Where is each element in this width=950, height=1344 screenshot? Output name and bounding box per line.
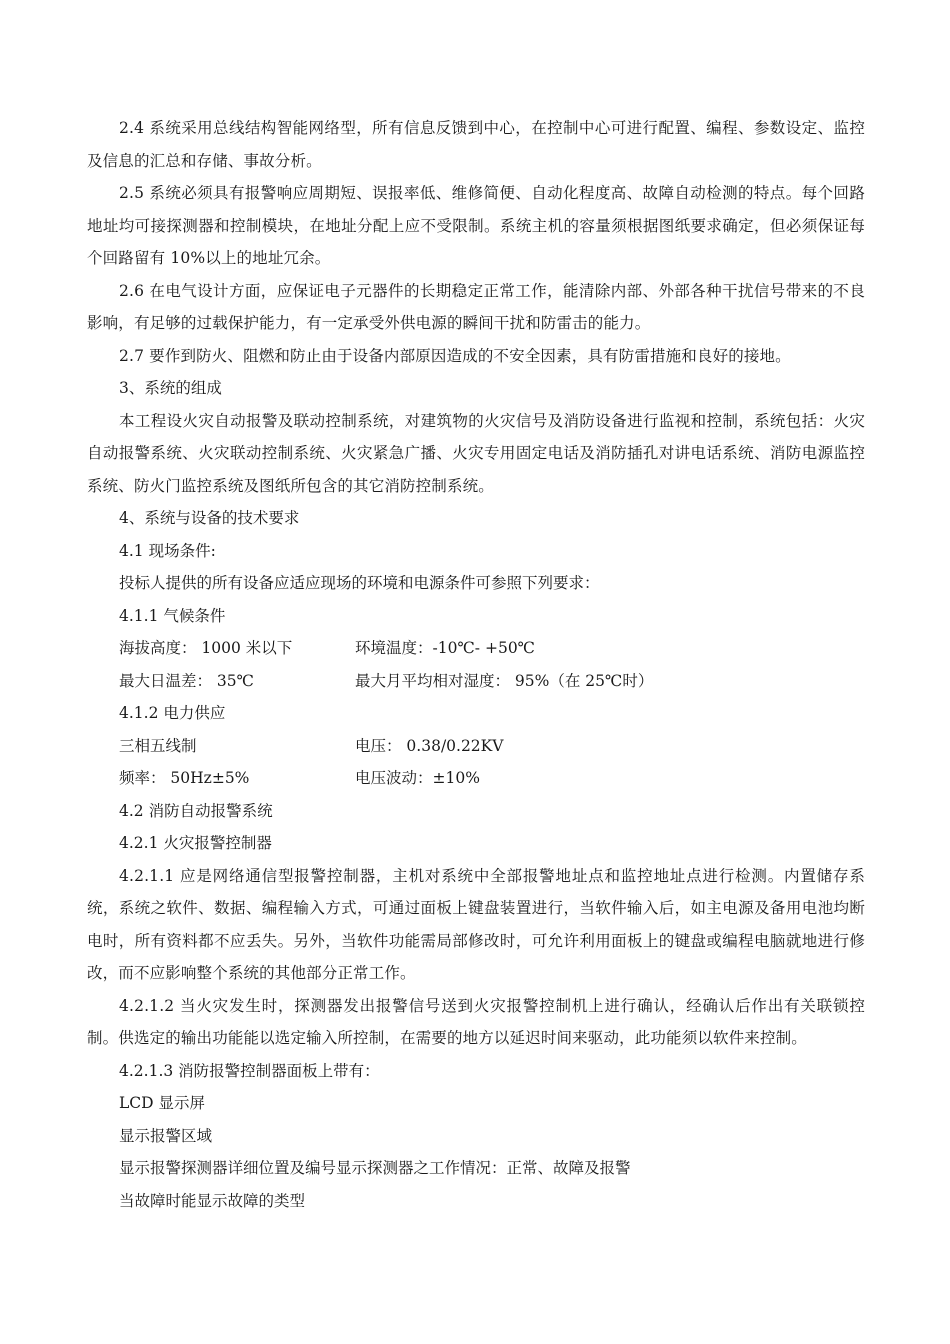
climate-row-1 — [87, 632, 865, 665]
temperature-text: 环境温度：-10℃- +50℃ — [355, 639, 536, 657]
document-body — [87, 112, 865, 1217]
heading-4-1-1: 4.1.1 气候条件 — [119, 606, 226, 625]
panel-item: 当故障时能显示故障的类型 — [119, 1191, 306, 1210]
paragraph-4-2-1-1: 4.2.1.1 应是网络通信型报警控制器，主机对系统中全部报警地址点和监控地址点进行检测。内置储存系统，系统之软件、数据、编程输入方式，可通过面板上键盘装置进行，当软件输入后，如主电源及备用电池均断电时，所有资料都不应丢失。另外，当软件功能需局部修改时，可允许利用面板上的键盘或编程电脑就地进行修改，而不应影响整个系统的其他部分正常工作。 — [87, 866, 865, 982]
panel-item: 显示报警探测器详细位置及编号显示探测器之工作情况：正常、故障及报警 — [119, 1159, 631, 1177]
panel-item: 显示报警区域 — [119, 1126, 213, 1145]
wiring-text: 三相五线制 — [119, 736, 197, 755]
heading-4-1-2: 4.1.2 电力供应 — [119, 704, 226, 722]
power-row-1 — [87, 730, 865, 763]
climate-row-2 — [87, 665, 865, 698]
paragraph-2-4: 2.4 系统采用总线结构智能网络型，所有信息反馈到中心，在控制中心可进行配置、编程、参数设定、监控及信息的汇总和存储、事故分析。 — [87, 119, 865, 170]
heading-3: 3、系统的组成 — [119, 379, 222, 397]
paragraph-4-1: 投标人提供的所有设备应适应现场的环境和电源条件可参照下列要求： — [119, 574, 600, 592]
voltage-fluctuation-text: 电压波动：±10% — [355, 769, 480, 787]
daily-temp-diff-text: 最大日温差： 35℃ — [119, 671, 254, 690]
power-row-2 — [87, 762, 865, 795]
paragraph-2-7: 2.7 要作到防火、阻燃和防止由于设备内部原因造成的不安全因素，具有防雷措施和良好的接地。 — [119, 346, 791, 365]
heading-4: 4、系统与设备的技术要求 — [119, 509, 300, 527]
altitude-text: 海拔高度： 1000 米以下 — [119, 639, 293, 657]
paragraph-3: 本工程设火灾自动报警及联动控制系统，对建筑物的火灾信号及消防设备进行监视和控制，系统包括：火灾自动报警系统、火灾联动控制系统、火灾紧急广播、火灾专用固定电话及消防插孔对讲电话系统、消防电源监控系统、防火门监控系统及图纸所包含的其它消防控制系统。 — [87, 411, 865, 495]
heading-4-1: 4.1 现场条件: — [119, 541, 216, 560]
paragraph-4-2-1-3: 4.2.1.3 消防报警控制器面板上带有： — [119, 1061, 380, 1080]
voltage-text: 电压： 0.38/0.22KV — [355, 736, 504, 755]
paragraph-4-2-1-2: 4.2.1.2 当火灾发生时，探测器发出报警信号送到火灾报警控制机上进行确认，经确认后作出有关联锁控制。供选定的输出功能能以选定输入所控制，在需要的地方以延迟时间来驱动，此功能须以软件来控制。 — [87, 996, 865, 1047]
heading-4-2: 4.2 消防自动报警系统 — [119, 801, 273, 820]
panel-item: LCD 显示屏 — [119, 1094, 206, 1112]
heading-4-2-1: 4.2.1 火灾报警控制器 — [119, 834, 272, 852]
frequency-text: 频率： 50Hz±5% — [119, 769, 250, 787]
paragraph-2-5: 2.5 系统必须具有报警响应周期短、误报率低、维修简便、自动化程度高、故障自动检测的特点。每个回路地址均可接探测器和控制模块，在地址分配上应不受限制。系统主机的容量须根据图纸要求确定，但必须保证每个回路留有 10%以上的地址冗余。 — [87, 184, 865, 267]
paragraph-2-6: 2.6 在电气设计方面，应保证电子元器件的长期稳定正常工作，能清除内部、外部各种干扰信号带来的不良影响，有足够的过载保护能力，有一定承受外供电源的瞬间干扰和防雷击的能力。 — [87, 281, 865, 332]
humidity-text: 最大月平均相对湿度： 95%（在 25℃时） — [355, 671, 654, 690]
